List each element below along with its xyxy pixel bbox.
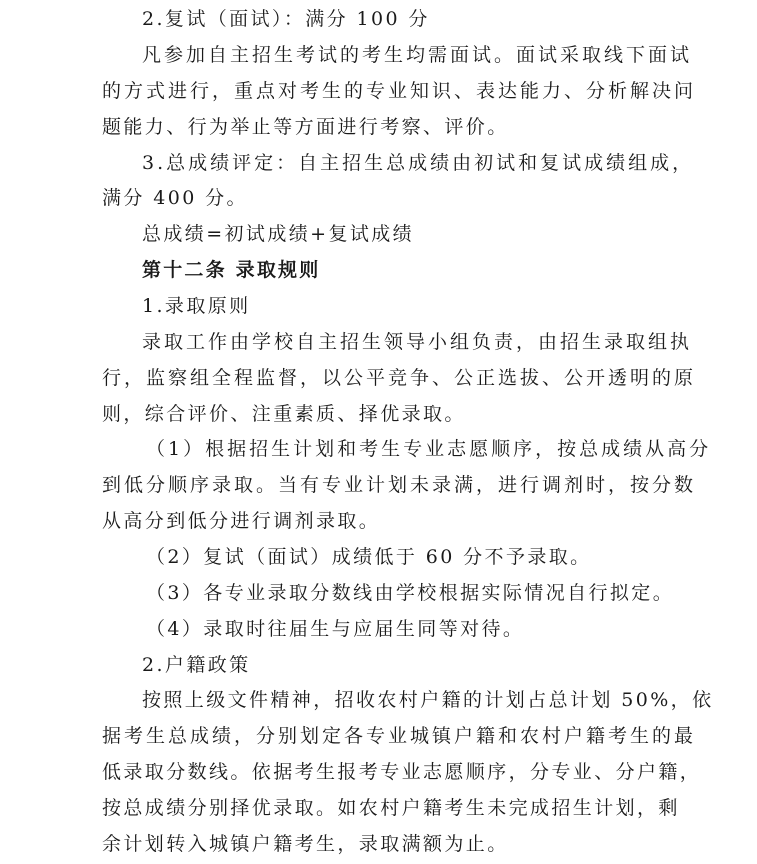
article-title: 第十二条 录取规则 (142, 259, 321, 281)
paragraph-line: 录取工作由学校自主招生领导小组负责，由招生录取组执 (142, 331, 693, 353)
paragraph-line: 满分 400 分。 (102, 187, 248, 209)
paragraph-line: 按照上级文件精神，招收农村户籍的计划占总计划 50%，依 (142, 689, 714, 711)
paragraph-line: 从高分到低分进行调剂录取。 (102, 510, 381, 532)
paragraph-line: 凡参加自主招生考试的考生均需面试。面试采取线下面试 (142, 44, 693, 66)
section-heading: 1.录取原则 (142, 295, 251, 317)
formula-line: 总成绩=初试成绩+复试成绩 (142, 223, 415, 245)
list-item: （2）复试（面试）成绩低于 60 分不予录取。 (146, 546, 592, 568)
list-item: （4）录取时往届生与应届生同等对待。 (146, 618, 525, 640)
retest-score-heading: 2.复试（面试）：满分 100 分 (142, 8, 430, 30)
paragraph-line: 行，监察组全程监督，以公平竞争、公正选拔、公开透明的原 (102, 367, 697, 389)
paragraph-line: 的方式进行，重点对考生的专业知识、表达能力、分析解决问 (102, 80, 697, 102)
paragraph-line: 则，综合评价、注重素质、择优录取。 (102, 403, 466, 425)
total-score-heading: 3.总成绩评定：自主招生总成绩由初试和复试成绩组成， (142, 152, 695, 174)
paragraph-line: 题能力、行为举止等方面进行考察、评价。 (102, 116, 509, 138)
paragraph-line: 到低分顺序录取。当有专业计划未录满，进行调剂时，按分数 (102, 474, 697, 496)
paragraph-line: 余计划转入城镇户籍考生，录取满额为止。 (102, 833, 509, 855)
list-item: （3）各专业录取分数线由学校根据实际情况自行拟定。 (146, 582, 675, 604)
paragraph-line: 按总成绩分别择优录取。如农村户籍考生未完成招生计划，剩 (102, 797, 680, 819)
paragraph-line: 据考生总成绩，分别划定各专业城镇户籍和农村户籍考生的最 (102, 725, 697, 747)
list-item: （1）根据招生计划和考生专业志愿顺序，按总成绩从高分 (146, 438, 712, 460)
paragraph-line: 低录取分数线。依据考生报考专业志愿顺序，分专业、分户籍， (102, 761, 702, 783)
section-heading: 2.户籍政策 (142, 654, 251, 676)
